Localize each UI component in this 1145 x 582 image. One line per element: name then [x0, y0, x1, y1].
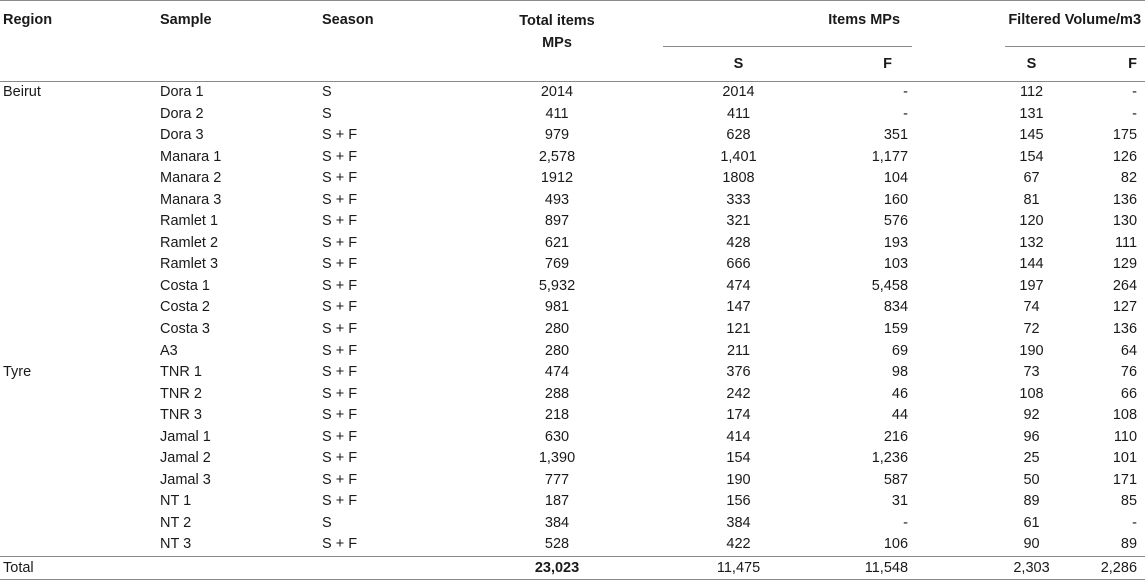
cell-vol-f: 89 [1120, 536, 1138, 553]
cell-vol-s: 89 [1023, 493, 1040, 510]
cell-sample: NT 3 [160, 536, 192, 553]
cell-vol-s: 96 [1023, 428, 1040, 445]
cell-sample: Ramlet 2 [160, 234, 219, 251]
cell-vol-f: - [1132, 105, 1138, 122]
total-items-f: 11,548 [862, 557, 912, 580]
cell-vol-s: 108 [1019, 385, 1044, 402]
cell-sample: Costa 2 [160, 299, 210, 316]
table-row [0, 319, 1145, 341]
header-items-s: S [733, 56, 744, 72]
cell-items-f: 104 [883, 170, 909, 187]
cell-season: S + F [322, 148, 358, 165]
table-header [0, 1, 1145, 82]
cell-items-s: 384 [726, 514, 751, 531]
cell-total: 979 [544, 127, 570, 144]
cell-sample: Manara 3 [160, 191, 222, 208]
table-body [0, 82, 1145, 557]
cell-region [0, 233, 150, 255]
cell-total: 493 [544, 191, 570, 208]
cell-region [0, 319, 150, 341]
cell-vol-f: - [1132, 84, 1138, 100]
cell-items-f: 98 [891, 364, 909, 381]
cell-season: S [322, 105, 332, 122]
cell-items-s: 628 [726, 127, 751, 144]
cell-region [0, 125, 150, 147]
cell-region [0, 276, 150, 298]
cell-items-f: 5,458 [871, 277, 909, 294]
cell-region [0, 427, 150, 449]
cell-vol-s: 190 [1019, 342, 1044, 359]
cell-items-s: 411 [726, 105, 751, 122]
cell-vol-f: 136 [1112, 321, 1138, 338]
cell-region [0, 491, 150, 513]
cell-items-f: 46 [891, 385, 909, 402]
table-row [0, 82, 1145, 104]
cell-sample: Manara 1 [160, 148, 222, 165]
cell-vol-f: 66 [1120, 385, 1138, 402]
table-row [0, 470, 1145, 492]
cell-total: 630 [544, 428, 570, 445]
cell-items-s: 156 [726, 493, 751, 510]
cell-vol-s: 61 [1023, 514, 1040, 531]
cell-season: S [322, 514, 332, 531]
cell-items-s: 190 [726, 471, 751, 488]
cell-season: S + F [322, 127, 358, 144]
cell-vol-s: 131 [1019, 105, 1044, 122]
cell-vol-s: 120 [1019, 213, 1044, 230]
table-row [0, 405, 1145, 427]
table-row [0, 448, 1145, 470]
cell-vol-s: 92 [1023, 407, 1040, 424]
cell-items-s: 211 [726, 342, 751, 359]
cell-region [0, 254, 150, 276]
cell-region: Beirut [3, 84, 41, 100]
cell-vol-f: 129 [1112, 256, 1138, 273]
cell-vol-f: 85 [1120, 493, 1138, 510]
cell-vol-f: 127 [1112, 299, 1138, 316]
cell-total: 280 [544, 321, 570, 338]
cell-season: S + F [322, 450, 358, 467]
cell-items-f: 193 [883, 234, 909, 251]
header-vol-f: F [1128, 56, 1138, 72]
cell-region [0, 341, 150, 363]
header-season: Season [322, 12, 374, 28]
cell-region [0, 470, 150, 492]
table-row [0, 104, 1145, 126]
cell-sample: A3 [160, 342, 178, 359]
cell-vol-f: 76 [1120, 364, 1138, 381]
cell-vol-s: 154 [1019, 148, 1044, 165]
cell-total: 280 [544, 342, 570, 359]
cell-sample: Costa 3 [160, 321, 210, 338]
cell-items-s: 666 [726, 256, 751, 273]
cell-items-f: 1,236 [871, 450, 909, 467]
cell-sample: TNR 1 [160, 364, 202, 381]
cell-items-s: 147 [726, 299, 751, 316]
cell-sample: NT 2 [160, 514, 192, 531]
cell-season: S + F [322, 256, 358, 273]
cell-vol-s: 145 [1019, 127, 1044, 144]
cell-season: S + F [322, 407, 358, 424]
cell-items-s: 121 [726, 321, 751, 338]
table-row [0, 384, 1145, 406]
cell-vol-s: 25 [1023, 450, 1040, 467]
table-row [0, 297, 1145, 319]
header-total-items-text: Total items MPs [519, 13, 595, 51]
cell-items-f: 216 [883, 428, 909, 445]
header-items-mps: Items MPs [663, 1, 912, 47]
cell-season: S [322, 84, 332, 100]
cell-vol-f: 110 [1113, 428, 1138, 445]
cell-season: S + F [322, 428, 358, 445]
cell-season: S + F [322, 493, 358, 510]
cell-items-s: 1,401 [720, 148, 757, 165]
cell-items-f: 159 [883, 321, 909, 338]
cell-vol-s: 67 [1023, 170, 1040, 187]
cell-region: Tyre [3, 364, 32, 381]
cell-sample: Dora 1 [160, 84, 204, 100]
cell-region [0, 297, 150, 319]
cell-total: 187 [544, 493, 570, 510]
cell-region [0, 448, 150, 470]
cell-total: 528 [544, 536, 570, 553]
cell-season: S + F [322, 299, 358, 316]
cell-season: S + F [322, 191, 358, 208]
cell-region [0, 190, 150, 212]
cell-items-s: 333 [726, 191, 751, 208]
cell-items-s: 174 [726, 407, 751, 424]
total-items: 23,023 [465, 557, 649, 580]
cell-items-f: 587 [883, 471, 909, 488]
cell-region [0, 104, 150, 126]
table-row [0, 190, 1145, 212]
cell-items-f: - [903, 84, 909, 100]
cell-sample: TNR 2 [160, 385, 202, 402]
header-filtered-volume: Filtered Volume/m3 [1005, 1, 1145, 47]
cell-vol-s: 50 [1023, 471, 1040, 488]
cell-total: 621 [544, 234, 570, 251]
total-vol-s: 2,303 [1005, 557, 1058, 580]
cell-items-f: 106 [883, 536, 909, 553]
cell-season: S + F [322, 234, 358, 251]
cell-total: 5,932 [538, 277, 576, 294]
total-label: Total [0, 557, 150, 580]
cell-vol-s: 72 [1023, 321, 1040, 338]
cell-vol-s: 132 [1019, 234, 1044, 251]
cell-vol-f: 64 [1120, 342, 1138, 359]
cell-items-f: - [903, 514, 909, 531]
cell-items-f: 44 [891, 407, 909, 424]
cell-sample: Manara 2 [160, 170, 222, 187]
cell-items-s: 1808 [722, 170, 755, 187]
table-row [0, 341, 1145, 363]
cell-vol-s: 73 [1023, 364, 1040, 381]
table-row [0, 211, 1145, 233]
cell-vol-s: 144 [1019, 256, 1044, 273]
cell-season: S + F [322, 385, 358, 402]
cell-total: 288 [544, 385, 570, 402]
cell-items-s: 376 [726, 364, 751, 381]
cell-vol-f: - [1132, 514, 1138, 531]
cell-season: S + F [322, 536, 358, 553]
cell-region [0, 534, 150, 556]
cell-items-s: 474 [726, 277, 751, 294]
cell-vol-f: 126 [1112, 148, 1138, 165]
total-vol-f: 2,286 [1058, 557, 1145, 580]
cell-total: 218 [544, 407, 570, 424]
cell-sample: TNR 3 [160, 407, 202, 424]
cell-total: 2014 [540, 84, 574, 100]
cell-vol-f: 111 [1114, 234, 1138, 251]
cell-season: S + F [322, 213, 358, 230]
cell-items-s: 414 [726, 428, 751, 445]
table-row [0, 491, 1145, 513]
header-region: Region [3, 12, 53, 28]
cell-sample: Dora 3 [160, 127, 204, 144]
cell-total: 1912 [540, 170, 574, 187]
cell-sample: Ramlet 3 [160, 256, 219, 273]
cell-region [0, 513, 150, 535]
table-row [0, 125, 1145, 147]
cell-region [0, 405, 150, 427]
cell-total: 777 [544, 471, 570, 488]
cell-items-f: 69 [891, 342, 909, 359]
header-total-items [465, 1, 649, 82]
table-row [0, 362, 1145, 384]
total-items-s: 11,475 [663, 557, 814, 580]
cell-total: 1,390 [538, 450, 576, 467]
cell-vol-f: 175 [1112, 127, 1138, 144]
cell-region [0, 211, 150, 233]
cell-items-f: 834 [883, 299, 909, 316]
cell-region [0, 384, 150, 406]
table-row [0, 168, 1145, 190]
cell-items-f: 576 [883, 213, 909, 230]
cell-total: 384 [544, 514, 570, 531]
cell-items-s: 422 [726, 536, 751, 553]
table-row [0, 147, 1145, 169]
cell-vol-s: 112 [1019, 84, 1044, 100]
cell-total: 897 [544, 213, 570, 230]
cell-season: S + F [322, 471, 358, 488]
cell-sample: Costa 1 [160, 277, 210, 294]
cell-season: S + F [322, 342, 358, 359]
cell-sample: Jamal 2 [160, 450, 211, 467]
cell-region [0, 147, 150, 169]
cell-total: 981 [544, 299, 570, 316]
cell-vol-f: 136 [1112, 191, 1138, 208]
cell-total: 769 [544, 256, 570, 273]
cell-items-f: - [903, 105, 909, 122]
cell-items-f: 31 [891, 493, 909, 510]
cell-season: S + F [322, 364, 358, 381]
table-row [0, 513, 1145, 535]
cell-sample: NT 1 [160, 493, 192, 510]
cell-items-f: 351 [883, 127, 909, 144]
cell-season: S + F [322, 170, 358, 187]
table-row [0, 427, 1145, 449]
table-row [0, 254, 1145, 276]
cell-total: 411 [545, 105, 569, 122]
table-row [0, 233, 1145, 255]
cell-items-s: 154 [726, 450, 751, 467]
cell-sample: Dora 2 [160, 105, 204, 122]
cell-items-s: 2014 [722, 84, 755, 100]
cell-items-f: 1,177 [871, 148, 909, 165]
cell-vol-f: 101 [1112, 450, 1138, 467]
header-items-f: F [883, 56, 893, 72]
table-row [0, 276, 1145, 298]
cell-items-f: 160 [883, 191, 909, 208]
cell-season: S + F [322, 277, 358, 294]
total-row [0, 557, 1145, 580]
cell-total: 474 [544, 364, 570, 381]
cell-sample: Ramlet 1 [160, 213, 219, 230]
cell-sample: Jamal 3 [160, 471, 211, 488]
cell-vol-f: 171 [1112, 471, 1138, 488]
cell-items-s: 321 [726, 213, 751, 230]
header-sample: Sample [160, 12, 212, 28]
cell-items-s: 428 [726, 234, 751, 251]
header-vol-s: S [1026, 56, 1037, 72]
cell-vol-f: 264 [1112, 277, 1138, 294]
cell-vol-s: 90 [1023, 536, 1040, 553]
cell-region [0, 168, 150, 190]
cell-vol-f: 82 [1120, 170, 1138, 187]
cell-items-s: 242 [726, 385, 751, 402]
table-row [0, 534, 1145, 556]
cell-vol-s: 81 [1023, 191, 1040, 208]
cell-vol-f: 108 [1112, 407, 1138, 424]
cell-vol-s: 74 [1023, 299, 1040, 316]
cell-sample: Jamal 1 [160, 428, 211, 445]
cell-season: S + F [322, 321, 358, 338]
cell-vol-f: 130 [1112, 213, 1138, 230]
cell-items-f: 103 [883, 256, 909, 273]
cell-total: 2,578 [538, 148, 576, 165]
cell-vol-s: 197 [1019, 277, 1044, 294]
